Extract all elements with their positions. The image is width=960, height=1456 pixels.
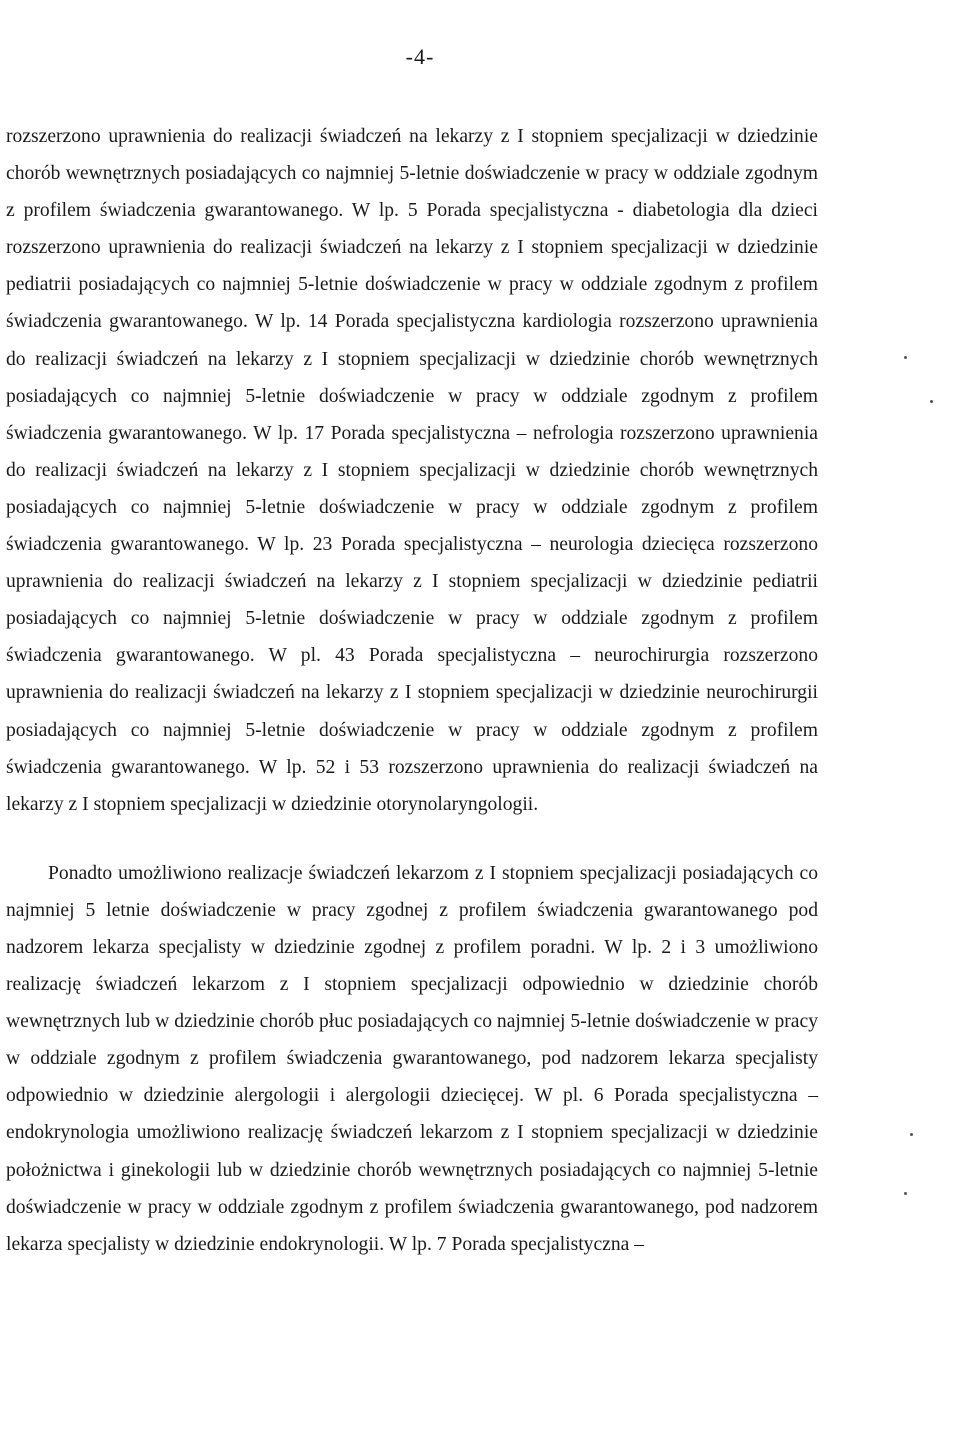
document-body — [6, 118, 818, 1263]
paragraph-ponadto: Ponadto umożliwiono realizacje świadczeń lekarzom z I stopniem specjalizacji posiadających co najmniej 5 letnie doświadczenie w pracy zgodnej z profilem świadczenia gwarantowanego pod nadzorem lekarza specjalisty w dziedzinie zgodnej z profilem poradni. W lp. 2 i 3 umożliwiono realizację świadczeń lekarzom z I stopniem specjalizacji odpowiednio w dziedzinie chorób wewnętrznych lub w dziedzinie chorób płuc posiadających co najmniej 5-letnie doświadczenie w pracy w oddziale zgodnym z profilem świadczenia gwarantowanego, pod nadzorem lekarza specjalisty odpowiednio w dziedzinie alergologii i alergologii dziecięcej. W pl. 6 Porada specjalistyczna – endokrynologia umożliwiono realizację świadczeń lekarzom z I stopniem specjalizacji w dziedzinie położnictwa i ginekologii lub w dziedzinie chorób wewnętrznych posiadających co najmniej 5-letnie doświadczenie w pracy w oddziale zgodnym z profilem świadczenia gwarantowanego, pod nadzorem lekarza specjalisty w dziedzinie endokrynologii. W lp. 7 Porada specjalistyczna – — [6, 862, 818, 1255]
scan-speck — [910, 1133, 913, 1136]
paragraph-continued: rozszerzono uprawnienia do realizacji świadczeń na lekarzy z I stopniem specjalizacji w dziedzinie chorób wewnętrznych posiadających co najmniej 5-letnie doświadczenie w pracy w oddziale zgodnym z profilem świadczenia gwarantowanego. W lp. 5 Porada specjalistyczna - diabetologia dla dzieci rozszerzono uprawnienia do realizacji świadczeń na lekarzy z I stopniem specjalizacji w dziedzinie pediatrii posiadających co najmniej 5-letnie doświadczenie w pracy w oddziale zgodnym z profilem świadczenia gwarantowanego. W lp. 14 Porada specjalistyczna kardiologia rozszerzono uprawnienia do realizacji świadczeń na lekarzy z I stopniem specjalizacji w dziedzinie chorób wewnętrznych posiadających co najmniej 5-letnie doświadczenie w pracy w oddziale zgodnym z profilem świadczenia gwarantowanego. W lp. 17 Porada specjalistyczna – nefrologia rozszerzono uprawnienia do realizacji świadczeń na lekarzy z I stopniem specjalizacji w dziedzinie chorób wewnętrznych posiadających co najmniej 5-letnie doświadczenie w pracy w oddziale zgodnym z profilem świadczenia gwarantowanego. W lp. 23 Porada specjalistyczna – neurologia dziecięca rozszerzono uprawnienia do realizacji świadczeń na lekarzy z I stopniem specjalizacji w dziedzinie pediatrii posiadających co najmniej 5-letnie doświadczenie w pracy w oddziale zgodnym z profilem świadczenia gwarantowanego. W pl. 43 Porada specjalistyczna – neurochirurgia rozszerzono uprawnienia do realizacji świadczeń na lekarzy z I stopniem specjalizacji w dziedzinie neurochirurgii posiadających co najmniej 5-letnie doświadczenie w pracy w oddziale zgodnym z profilem świadczenia gwarantowanego. W lp. 52 i 53 rozszerzono uprawnienia do realizacji świadczeń na lekarzy z I stopniem specjalizacji w dziedzinie otorynolaryngologii. — [6, 126, 818, 815]
page-number: -4- — [405, 44, 435, 69]
scan-speck — [904, 1192, 907, 1195]
scan-speck — [904, 356, 907, 359]
scan-speck — [930, 400, 933, 403]
